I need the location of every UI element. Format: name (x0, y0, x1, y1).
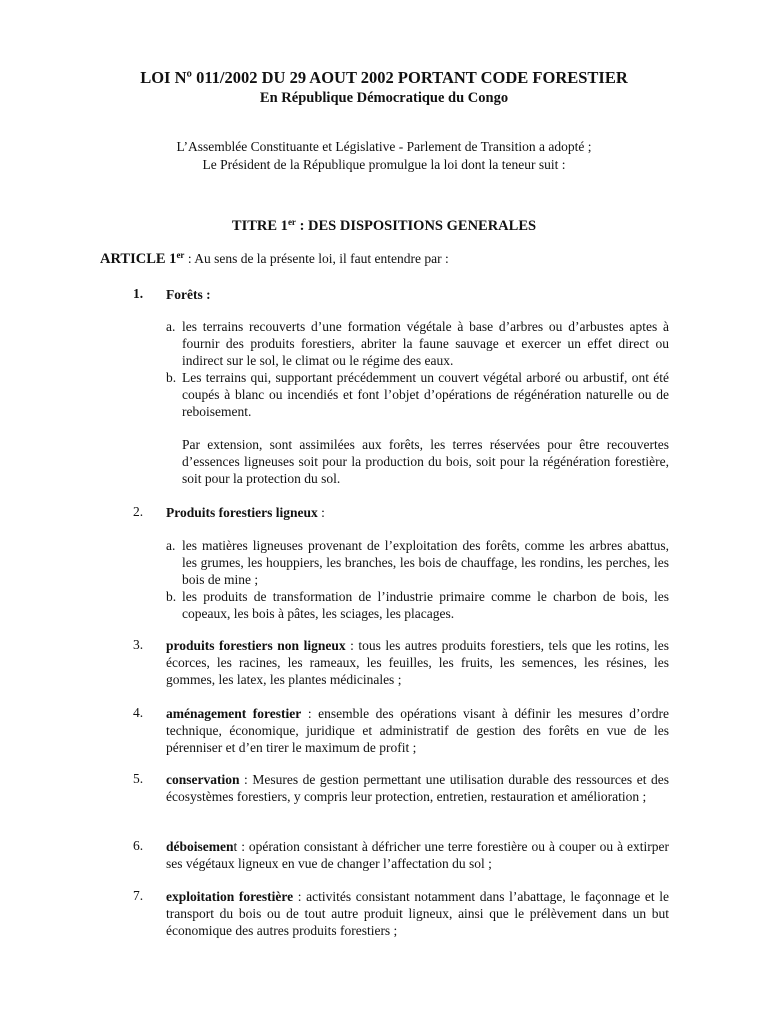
definition-heading: Produits forestiers ligneux : (166, 505, 325, 520)
item-number: 3. (133, 637, 144, 652)
item-number: 5. (133, 771, 144, 786)
item-number: 2. (133, 504, 144, 519)
definition-paragraph: aménagement forestier : ensemble des opérations visant à définir les mesures d’ordre technique, économique, juridique et administratif de gestion des forêts en vue de les pérenniser et d’en tirer le maximum de profit ; (166, 706, 669, 755)
item-number: 6. (133, 838, 144, 853)
preamble-line-2: Le Président de la République promulgue la loi dont la teneur suit : (202, 157, 566, 172)
list-label: b. (166, 370, 177, 385)
document-subtitle: En République Démocratique du Congo (259, 90, 509, 106)
list-item-text: les terrains recouverts d’une formation végétale à base d’arbres ou d’arbustes aptes à fournir des produits forestiers, abriter la faune sauvage et exercer un effet direct ou indirect sur le sol, le climat ou le régime des eaux. (182, 319, 669, 368)
definition-paragraph: conservation : Mesures de gestion permettant une utilisation durable des ressources et des écosystèmes forestiers, y compris leur protection, entretien, restauration et amélioration ; (166, 772, 669, 804)
list-item-text: les produits de transformation de l’industrie primaire comme le charbon de bois, les copeaux, les bois à pâtes, les sciages, les placages. (182, 589, 669, 621)
list-label: b. (166, 589, 177, 604)
item-number: 1. (133, 286, 144, 301)
item-number: 4. (133, 705, 144, 720)
definition-paragraph: produits forestiers non ligneux : tous les autres produits forestiers, tels que les rotins, les écorces, les racines, les rameaux, les feuilles, les fruits, les semences, les résines, les gommes, les latex, les plantes médicinales ; (166, 638, 669, 687)
list-label: a. (166, 538, 176, 553)
preamble-line-1: L’Assemblée Constituante et Législative - Parlement de Transition a adopté ; (176, 139, 592, 154)
definition-paragraph: déboisement : opération consistant à défricher une terre forestière ou à couper ou à extirper ses végétaux ligneux en vue de changer l’affectation du sol ; (166, 839, 669, 871)
list-item-text: Les terrains qui, supportant précédemment un couvert végétal arboré ou arbustif, ont été coupés à blanc ou incendiés et font l’objet d’opérations de régénération naturelle ou de reboisement. (182, 370, 669, 419)
item-number: 7. (133, 888, 144, 903)
definition-paragraph: exploitation forestière : activités consistant notamment dans l’abattage, le façonnage et le transport du bois ou de tout autre produit ligneux, ainsi que le prélèvement dans un but économique des autres produits forestiers ; (166, 889, 669, 938)
document-title: LOI Nº 011/2002 DU 29 AOUT 2002 PORTANT CODE FORESTIER (140, 68, 628, 87)
extension-paragraph: Par extension, sont assimilées aux forêts, les terres réservées pour être recouvertes d’essences ligneuses soit pour la production du bois, soit pour la régénération forestière, soit pour la protection du sol. (182, 437, 669, 486)
term-forets: Forêts : (166, 287, 211, 302)
titre-heading: TITRE 1er : DES DISPOSITIONS GENERALES (231, 217, 537, 234)
list-label: a. (166, 319, 176, 334)
list-item-text: les matières ligneuses provenant de l’exploitation des forêts, comme les arbres abattus, les grumes, les houppiers, les branches, les bois de chauffage, les rondins, les perches, les bois de mine ; (182, 538, 669, 587)
article-heading: ARTICLE 1er : Au sens de la présente loi, il faut entendre par : (100, 250, 449, 267)
